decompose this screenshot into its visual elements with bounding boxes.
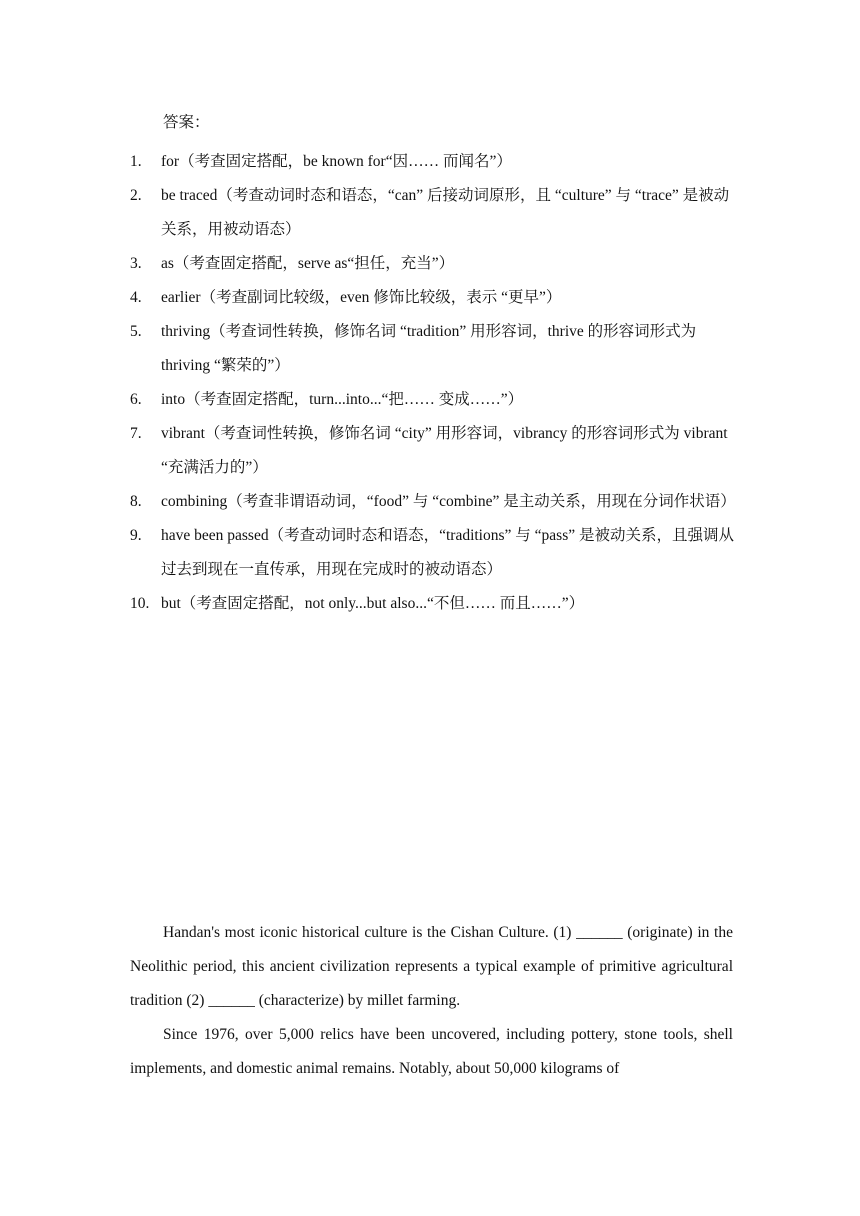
answer-text: have been passed（考查动词时态和语态，“traditions” 与 “pass” 是被动关系，且强调从过去到现在一直传承，用现在完成时的被动语态） [161, 527, 734, 578]
answer-text: as（考查固定搭配，serve as“担任，充当”） [161, 255, 455, 272]
answer-number: 3. [130, 255, 142, 272]
answer-text: be traced（考查动词时态和语态，“can” 后接动词原形，且 “culture” 与 “trace” 是被动关系，用被动语态） [161, 187, 730, 238]
answer-item-7 [130, 417, 742, 485]
answer-number: 2. [130, 187, 142, 204]
answer-number: 6. [130, 391, 142, 408]
answer-text: for（考查固定搭配，be known for“因…… 而闻名”） [161, 153, 512, 170]
passage-paragraph-1: Handan's most iconic historical culture is the Cishan Culture. (1) ______ (originate) in the Neolithic period, this ancient civilization represents a typical example of primitive agricultural tradition (2) ______ (characterize) by millet farming. [130, 924, 733, 1009]
answer-item-1 [130, 145, 742, 179]
answer-item-10 [130, 587, 742, 621]
reading-passage [130, 916, 733, 1086]
answer-text: into（考查固定搭配，turn...into...“把…… 变成……”） [161, 391, 524, 408]
passage-paragraph-2: Since 1976, over 5,000 relics have been uncovered, including pottery, stone tools, shell implements, and domestic animal remains. Notably, about 50,000 kilograms of [130, 1026, 733, 1077]
answer-number: 8. [130, 493, 142, 510]
answer-number: 1. [130, 153, 142, 170]
answer-text: combining（考查非谓语动词，“food” 与 “combine” 是主动关系，用现在分词作状语） [161, 493, 736, 510]
answer-text: vibrant（考查词性转换，修饰名词 “city” 用形容词，vibrancy 的形容词形式为 vibrant “充满活力的”） [161, 425, 728, 476]
answer-list [130, 145, 742, 621]
answer-text: earlier（考查副词比较级，even 修饰比较级，表示 “更早”） [161, 289, 562, 306]
answer-item-9 [130, 519, 742, 587]
answer-item-8 [130, 485, 742, 519]
answer-number: 5. [130, 323, 142, 340]
answer-item-3 [130, 247, 742, 281]
answer-number: 9. [130, 527, 142, 544]
answer-number: 10. [130, 595, 150, 612]
answer-heading: 答案： [163, 114, 210, 131]
answer-item-5 [130, 315, 742, 383]
answer-text: but（考查固定搭配，not only...but also...“不但…… 而且……”） [161, 595, 585, 612]
answer-item-4 [130, 281, 742, 315]
answer-number: 4. [130, 289, 142, 306]
answer-item-2 [130, 179, 742, 247]
answer-number: 7. [130, 425, 142, 442]
answer-text: thriving（考查词性转换，修饰名词 “tradition” 用形容词，thrive 的形容词形式为 thriving “繁荣的”） [161, 323, 697, 374]
answer-item-6 [130, 383, 742, 417]
